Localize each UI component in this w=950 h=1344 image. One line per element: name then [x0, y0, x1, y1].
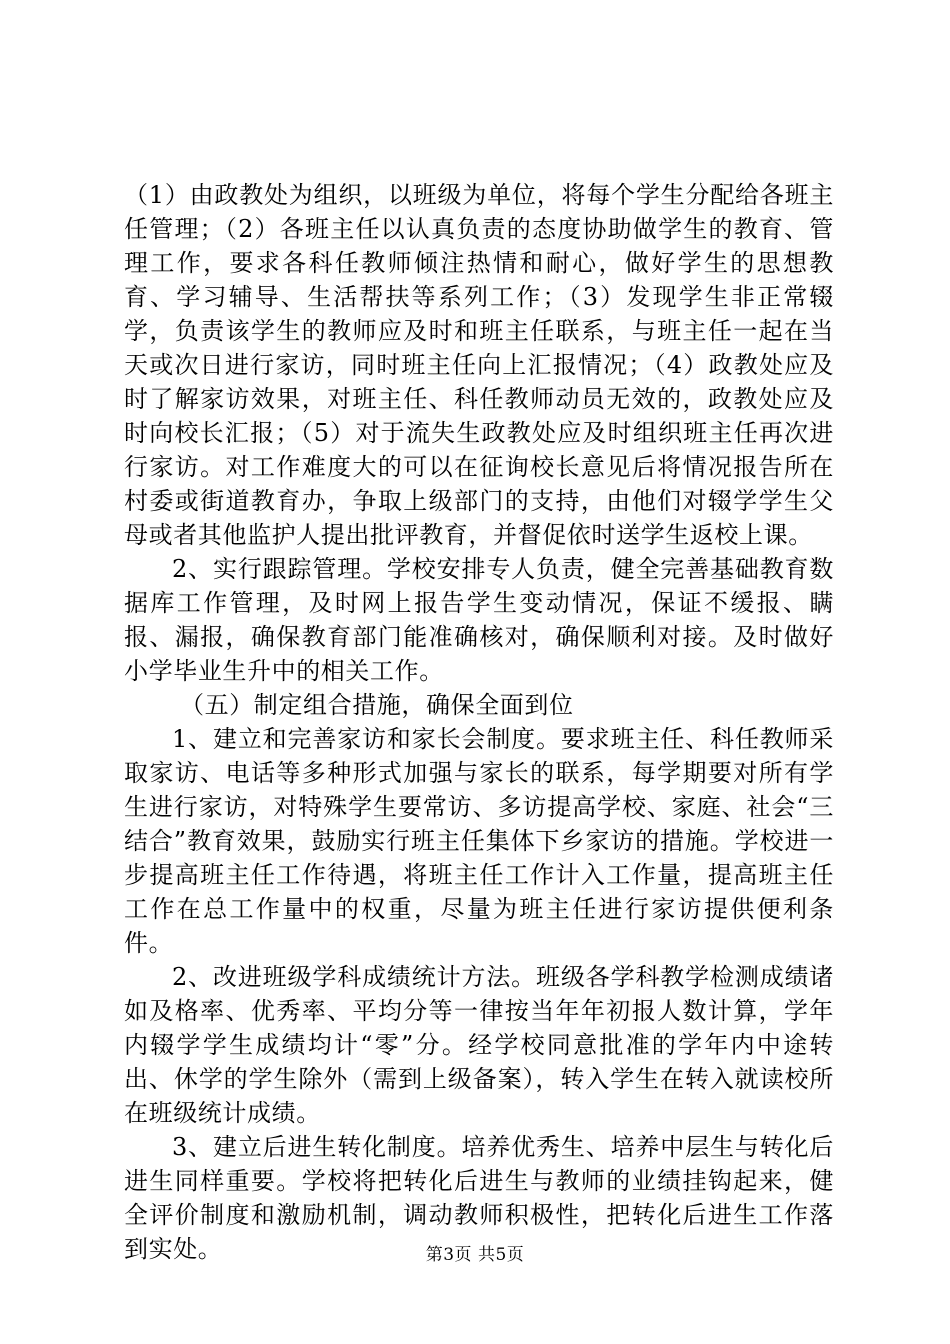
paragraph-grade-statistics: 2、改进班级学科成绩统计方法。班级各学科教学检测成绩诸如及格率、优秀率、平均分等一律按当年年初报人数计算，学年内辍学学生成绩均计“零”分。经学校同意批准的学年内中途转出、休学的学生除外（需到上级备案），转入学生在转入就读校所在班级统计成绩。	[124, 963, 834, 1127]
document-body	[124, 178, 834, 1266]
section-heading-combined-measures: （五）制定组合措施，确保全面到位	[180, 691, 574, 719]
paragraph-parent-responsibility: （1）由政教处为组织，以班级为单位，将每个学生分配给各班主任管理；（2）各班主任以认真负责的态度协助做学生的教育、管理工作，要求各科任教师倾注热情和耐心，做好学生的思想教育、学习辅导、生活帮扶等系列工作；（3）发现学生非正常辍学，负责该学生的教师应及时和班主任联系，与班主任一起在当天或次日进行家访，同时班主任向上汇报情况；（4）政教处应及时了解家访效果，对班主任、科任教师动员无效的，政教处应及时向校长汇报；（5）对于流失生政教处应及时组织班主任再次进行家访。对工作难度大的可以在征询校长意见后将情况报告所在村委或街道教育办，争取上级部门的支持，由他们对辍学学生父母或者其他监护人提出批评教育，并督促依时送学生返校上课。	[124, 181, 834, 549]
paragraph-underachiever-transformation: 3、建立后进生转化制度。培养优秀生、培养中层生与转化后进生同样重要。学校将把转化后进生与教师的业绩挂钩起来，健全评价制度和激励机制，调动教师积极性，把转化后进生工作落到实处。	[124, 1133, 834, 1263]
page-number-footer: 第3页 共5页	[425, 1245, 525, 1265]
paragraph-home-visit-system: 1、建立和完善家访和家长会制度。要求班主任、科任教师采取家访、电话等多种形式加强与家长的联系，每学期要对所有学生进行家访，对特殊学生要常访、多访提高学校、家庭、社会“三结合”教育效果，鼓励实行班主任集体下乡家访的措施。学校进一步提高班主任工作待遇，将班主任工作计入工作量，提高班主任工作在总工作量中的权重，尽量为班主任进行家访提供便利条件。	[124, 725, 834, 957]
paragraph-tracking-management: 2、实行跟踪管理。学校安排专人负责，健全完善基础教育数据库工作管理，及时网上报告学生变动情况，保证不缓报、瞒报、漏报，确保教育部门能准确核对，确保顺利对接。及时做好小学毕业生升中的相关工作。	[124, 555, 834, 685]
